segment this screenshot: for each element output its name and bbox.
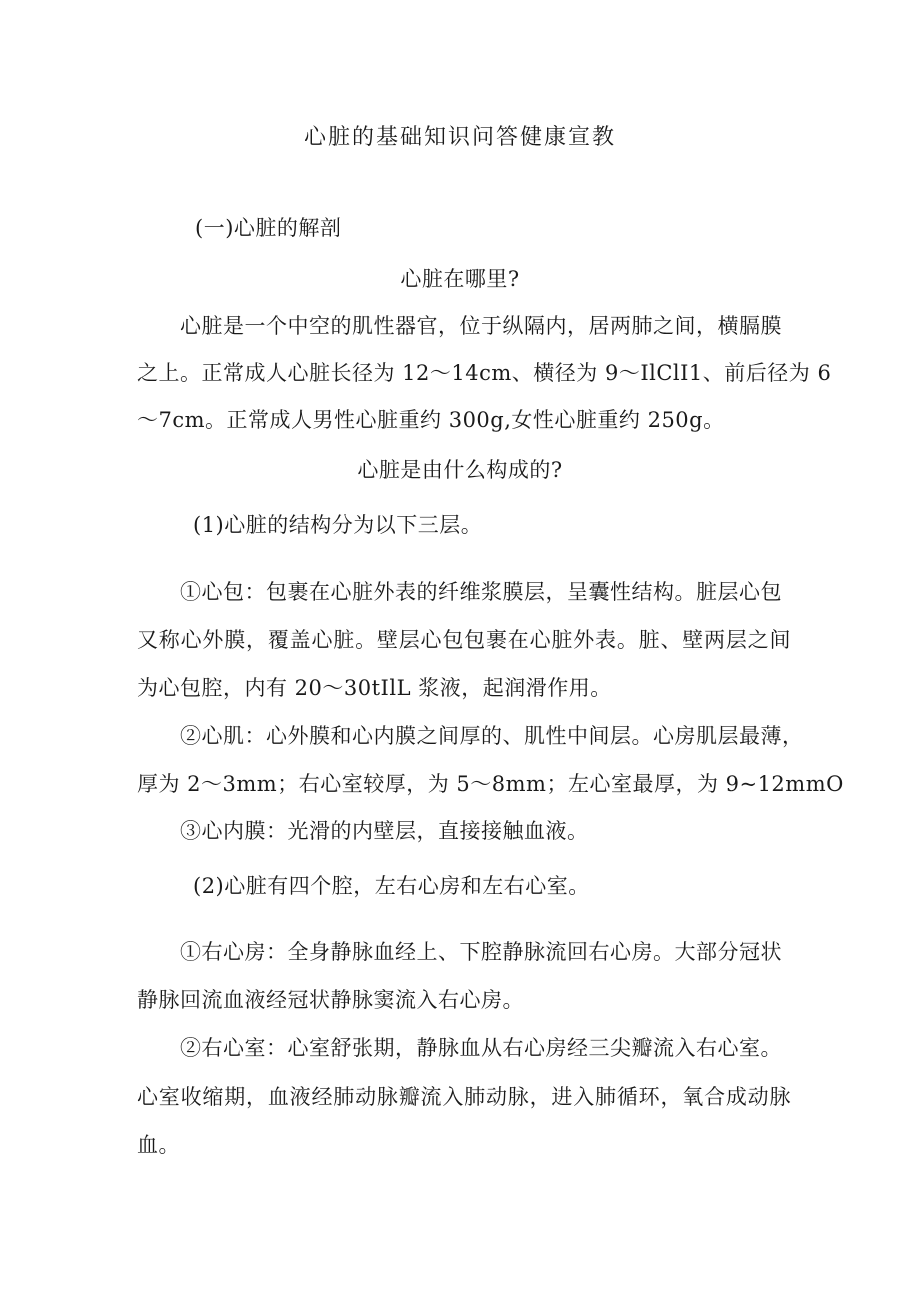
subheading-2: (2)心脏有四个腔，左右心房和左右心室。 (193, 874, 590, 898)
paragraph-5-line-1: ①右心房：全身静脉血经上、下腔静脉流回右心房。大部分冠状 (180, 940, 782, 964)
question-heading-2: 心脏是由什么构成的? (357, 458, 563, 482)
paragraph-6-line-1: ②右心室：心室舒张期，静脉血从右心房经三尖瓣流入右心室。 (180, 1036, 782, 1060)
paragraph-1-line-3: ～7cm。正常成人男性心脏重约 300g,女性心脏重约 250g。 (137, 408, 725, 432)
paragraph-2-line-2: 又称心外膜，覆盖心脏。壁层心包包裹在心脏外表。脏、壁两层之间 (137, 628, 791, 652)
paragraph-4: ③心内膜：光滑的内壁层，直接接触血液。 (180, 819, 589, 843)
section-heading: (一)心脏的解剖 (195, 216, 342, 240)
paragraph-3-line-1: ②心肌：心外膜和心内膜之间厚的、肌性中间层。心房肌层最薄， (180, 724, 804, 748)
paragraph-2-line-3: 为心包腔，内有 20～30tIlL 浆液，起润滑作用。 (137, 676, 612, 700)
subheading-1: (1)心脏的结构分为以下三层。 (193, 513, 483, 537)
paragraph-6-line-3: 血。 (137, 1133, 180, 1157)
question-heading-1: 心脏在哪里? (400, 267, 520, 291)
paragraph-1-line-2: 之上。正常成人心脏长径为 12～14cm、横径为 9～IlClI1、前后径为 6 (137, 361, 832, 385)
paragraph-1-line-1: 心脏是一个中空的肌性器官，位于纵隔内，居两肺之间，横膈膜 (180, 314, 782, 338)
paragraph-2-line-1: ①心包：包裹在心脏外表的纤维浆膜层，呈囊性结构。脏层心包 (180, 580, 782, 604)
paragraph-6-line-2: 心室收缩期，血液经肺动脉瓣流入肺动脉，进入肺循环，氧合成动脉 (137, 1085, 791, 1109)
document-title: 心脏的基础知识问答健康宣教 (303, 125, 616, 150)
paragraph-3-line-2: 厚为 2～3mm；右心室较厚，为 5～8mm；左心室最厚，为 9~12mmO (137, 772, 844, 796)
paragraph-5-line-2: 静脉回流血液经冠状静脉窦流入右心房。 (137, 988, 524, 1012)
